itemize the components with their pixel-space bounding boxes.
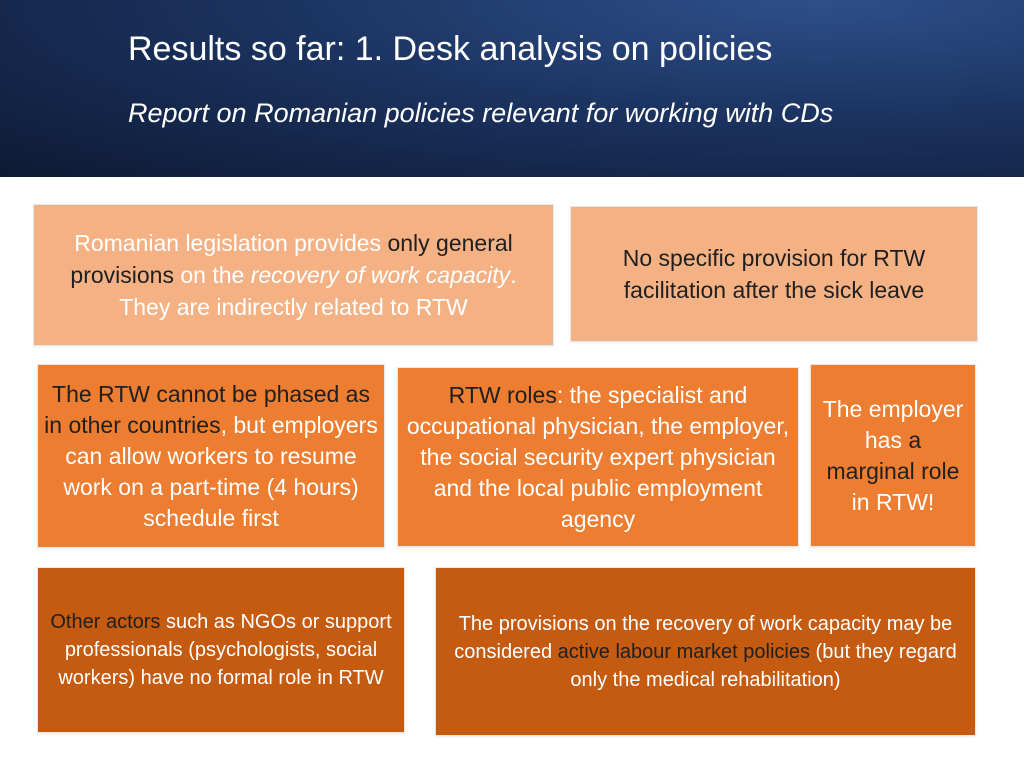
legislation-box [33, 204, 554, 346]
other-actors-box [37, 567, 405, 733]
slide-subtitle: Report on Romanian policies relevant for working with CDs [128, 98, 834, 128]
legislation-text: Romanian legislation provides only general provisions on the recovery of work capacity. They are indirectly related to RTW [70, 230, 517, 320]
phased-rtw-box [37, 364, 385, 548]
rtw-roles-box [397, 367, 799, 547]
employer-role-box [810, 364, 976, 547]
no-provision-box [570, 206, 978, 342]
provisions-text: The provisions on the recovery of work capacity may be considered active labour market policies (but they regard only the medical rehabilitation) [454, 612, 957, 691]
provisions-box [435, 567, 976, 736]
employer-role-text: The employer has a marginal role in RTW! [822, 395, 964, 515]
other-actors-text: Other actors such as NGOs or support professionals (psychologists, social workers) have no formal role in RTW [50, 611, 392, 689]
slide-title: Results so far: 1. Desk analysis on policies [128, 30, 773, 68]
phased-rtw-text: The RTW cannot be phased as in other countries, but employers can allow workers to resume work on a part-time (4 hours) schedule first [44, 380, 378, 531]
no-provision-text: No specific provision for RTW facilitation after the sick leave [622, 245, 926, 303]
rtw-roles-text: RTW roles: the specialist and occupational physician, the employer, the social security expert physician and the local public employment agency [406, 381, 790, 532]
title-banner [0, 0, 1024, 177]
